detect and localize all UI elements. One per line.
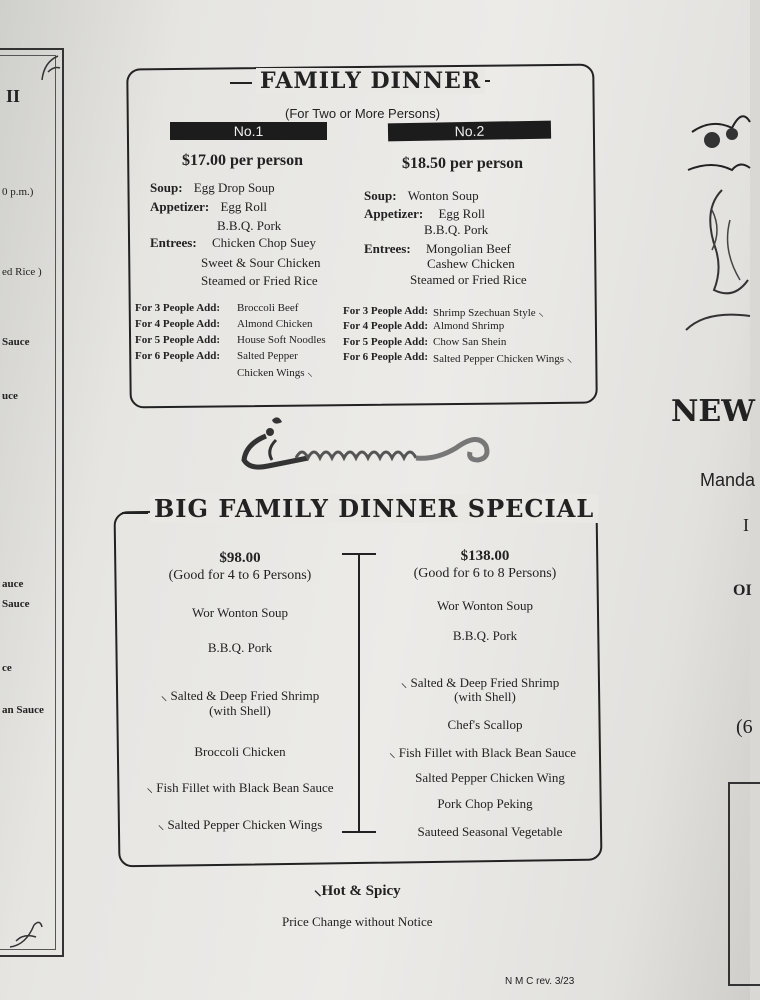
family-dinner-subtitle: (For Two or More Persons) <box>285 106 441 121</box>
big-right-item: Pork Chop Peking <box>437 796 533 811</box>
divider-cap <box>342 553 376 555</box>
add-label: For 4 People Add: <box>135 318 221 330</box>
entree-item: Cashew Chicken <box>427 256 515 271</box>
big-right-item: Salted Pepper Chicken Wing <box>415 770 565 785</box>
big-left-persons: (Good for 4 to 6 Persons) <box>168 568 312 583</box>
big-left-item <box>140 815 340 833</box>
item-text: Fish Fillet with Black Bean Sauce <box>398 745 577 760</box>
option-no1-label: No.1 <box>170 122 327 140</box>
big-left-item: Wor Wonton Soup <box>192 605 288 620</box>
no1-appetizer-row <box>150 199 267 215</box>
option-no2-label: No.2 <box>388 121 551 142</box>
big-right-item: Wor Wonton Soup <box>437 598 533 613</box>
no2-entrees-row <box>364 241 511 257</box>
left-page-fragment: uce <box>2 390 18 402</box>
add-label: For 3 People Add: <box>343 305 429 317</box>
add-item: Almond Chicken <box>237 318 313 330</box>
right-page-text: OI <box>733 582 752 599</box>
soup-item: Egg Drop Soup <box>193 180 275 195</box>
left-page-fragment: an Sauce <box>2 704 44 716</box>
right-page-text: I <box>743 515 749 535</box>
left-page-fragment: Sauce <box>2 336 30 348</box>
big-family-title: BIG FAMILY DINNER SPECIAL <box>150 494 598 523</box>
no1-add-row <box>135 302 299 314</box>
soup-label: Soup: <box>150 180 183 195</box>
entree-item: Chicken Chop Suey <box>211 235 316 250</box>
no1-add-row <box>135 334 326 346</box>
entree-item: Steamed or Fried Rice <box>201 273 318 288</box>
add-item <box>433 351 572 366</box>
left-page-fragment: ce <box>2 662 12 674</box>
appetizer-label: Appetizer: <box>150 199 210 214</box>
left-page-fragment: auce <box>2 578 24 590</box>
pepper-icon: ⸜ <box>538 307 544 319</box>
tree-illustration-icon <box>682 40 750 340</box>
left-page-fragment: Sauce <box>2 598 30 610</box>
big-left-item: Broccoli Chicken <box>194 744 286 759</box>
big-right-item: Sauteed Seasonal Vegetable <box>417 824 563 839</box>
add-item <box>237 365 313 380</box>
right-page-heading: NEW <box>671 394 755 429</box>
add-label: For 4 People Add: <box>343 320 429 332</box>
big-left-price: $98.00 <box>219 550 261 566</box>
no2-appetizer-row <box>364 206 485 222</box>
no2-add-row <box>343 320 505 332</box>
item-text: Salted & Deep Fried Shrimp <box>170 688 320 703</box>
big-right-item: B.B.Q. Pork <box>452 628 518 643</box>
item-text: Salted Pepper Chicken Wings <box>167 817 323 832</box>
big-left-item <box>140 686 340 704</box>
entree-item: Sweet & Sour Chicken <box>201 255 321 270</box>
pepper-icon: ⸜ <box>314 883 322 899</box>
pepper-icon: ⸜ <box>160 688 168 703</box>
add-label: For 3 People Add: <box>135 302 221 314</box>
price-change-note: Price Change without Notice <box>282 914 433 929</box>
divider-cap <box>342 831 376 833</box>
pepper-icon: ⸜ <box>566 353 573 365</box>
big-right-item: Chef's Scallop <box>447 717 523 732</box>
big-left-item: B.B.Q. Pork <box>207 640 273 655</box>
add-label: For 5 People Add: <box>343 336 429 348</box>
no2-add-row <box>343 305 544 319</box>
pepper-icon: ⸜ <box>388 745 396 760</box>
corner-ornament-icon <box>40 52 62 82</box>
appetizer-item: B.B.Q. Pork <box>217 218 282 233</box>
column-divider <box>358 554 360 832</box>
left-page-fragment: 0 p.m.) <box>2 186 34 198</box>
hot-spicy-legend <box>314 880 401 900</box>
no2-add-row <box>343 336 507 348</box>
add-label: For 5 People Add: <box>135 334 221 346</box>
soup-item: Wonton Soup <box>407 188 479 203</box>
appetizer-label: Appetizer: <box>364 206 424 221</box>
left-page-heading: II <box>6 86 21 106</box>
add-item: Broccoli Beef <box>237 302 299 314</box>
entree-item: Steamed or Fried Rice <box>410 272 527 287</box>
add-item-text: Salted Pepper Chicken Wings <box>433 353 565 365</box>
no1-soup-row <box>150 180 275 196</box>
big-right-item: (with Shell) <box>454 689 516 704</box>
entrees-label: Entrees: <box>150 235 197 250</box>
item-text: Fish Fillet with Black Bean Sauce <box>156 780 334 795</box>
corner-ornament-icon <box>6 915 46 951</box>
right-page-box <box>728 782 760 986</box>
revision-note: N M C rev. 3/23 <box>505 976 575 987</box>
option-no2-price: $18.50 per person <box>402 155 524 172</box>
no2-add-row <box>343 351 573 365</box>
no1-entrees-row <box>150 235 316 251</box>
family-dinner-title: FAMILY DINNER <box>256 68 485 94</box>
add-label: For 6 People Add: <box>135 350 221 362</box>
big-left-item <box>130 778 350 796</box>
appetizer-item: B.B.Q. Pork <box>424 222 489 237</box>
add-item: Salted Pepper <box>237 350 298 362</box>
add-label: For 6 People Add: <box>343 351 429 363</box>
add-item <box>433 305 544 320</box>
option-no1-price: $17.00 per person <box>182 152 304 169</box>
big-left-item: (with Shell) <box>209 703 271 718</box>
entree-item: Mongolian Beef <box>425 241 511 256</box>
entrees-label: Entrees: <box>364 241 411 256</box>
title-rule <box>122 512 148 514</box>
title-rule <box>230 82 252 84</box>
right-page-text: Manda <box>700 470 756 490</box>
add-item: Chow San Shein <box>433 336 507 348</box>
item-text: Salted & Deep Fried Shrimp <box>410 675 560 690</box>
pepper-icon: ⸜ <box>146 780 153 795</box>
add-item-text: Shrimp Szechuan Style <box>433 307 536 319</box>
big-right-price: $138.00 <box>460 548 510 564</box>
big-right-item <box>370 743 595 761</box>
no2-soup-row <box>364 188 479 204</box>
pepper-icon: ⸜ <box>157 817 165 832</box>
legend-text: Hot & Spicy <box>321 883 401 899</box>
add-item: Almond Shrimp <box>433 320 505 332</box>
soup-label: Soup: <box>364 188 397 203</box>
decorative-scroll-icon <box>236 414 494 476</box>
pepper-icon: ⸜ <box>307 367 313 379</box>
right-page-text: (6 <box>736 716 753 738</box>
appetizer-item: Egg Roll <box>438 206 486 221</box>
no1-add-row <box>135 350 298 362</box>
add-item: House Soft Noodles <box>237 334 326 346</box>
big-right-persons: (Good for 6 to 8 Persons) <box>413 566 557 581</box>
appetizer-item: Egg Roll <box>220 199 268 214</box>
pepper-icon: ⸜ <box>400 675 408 690</box>
left-page-border <box>0 48 64 957</box>
left-page-fragment: ed Rice ) <box>2 266 42 278</box>
no1-add-row <box>135 318 313 330</box>
add-item-cont: Chicken Wings <box>237 367 305 379</box>
